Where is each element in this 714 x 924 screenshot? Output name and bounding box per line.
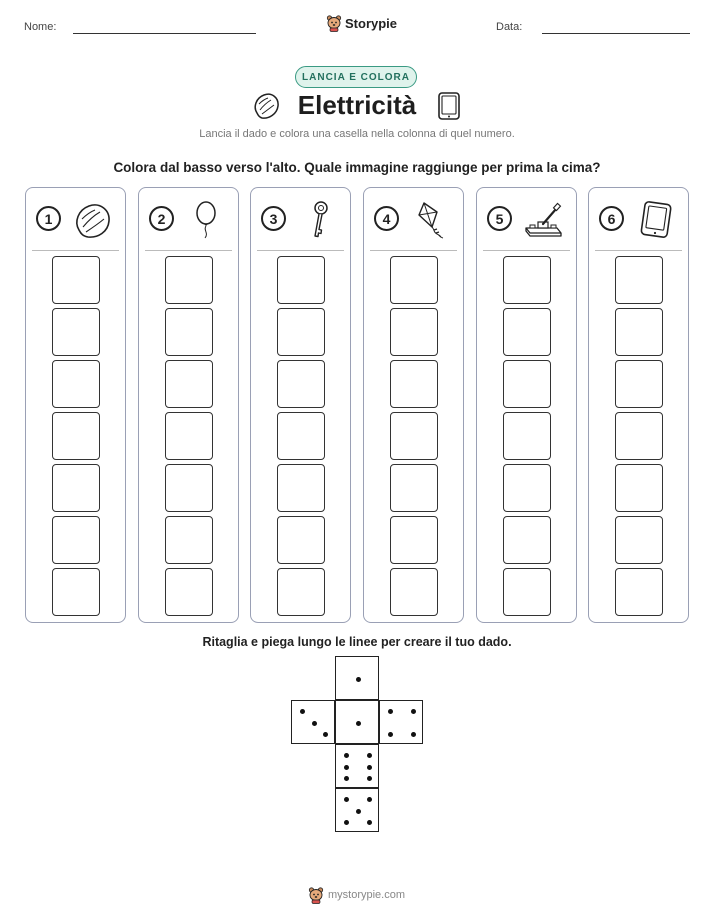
die-pip — [367, 797, 372, 802]
color-cell[interactable] — [277, 568, 325, 616]
color-cell[interactable] — [165, 360, 213, 408]
color-cell[interactable] — [503, 360, 551, 408]
rock-icon — [72, 200, 114, 240]
die-pip — [388, 732, 393, 737]
die-pip — [344, 753, 349, 758]
column-2 — [138, 187, 239, 623]
color-cell[interactable] — [277, 360, 325, 408]
die-pip — [367, 820, 372, 825]
die-face — [335, 700, 379, 744]
instruction: Colora dal basso verso l'alto. Quale immagine raggiunge per prima la cima? — [113, 160, 601, 175]
die-face — [335, 788, 379, 832]
column-1 — [25, 187, 126, 623]
color-cell[interactable] — [615, 412, 663, 460]
cut-instruction: Ritaglia e piega lungo le linee per creare il tuo dado. — [202, 635, 512, 649]
color-cell[interactable] — [503, 568, 551, 616]
brand-logo — [326, 12, 397, 34]
color-cell[interactable] — [52, 360, 100, 408]
date-field-line[interactable] — [542, 33, 690, 34]
color-cell[interactable] — [277, 516, 325, 564]
color-cell[interactable] — [615, 464, 663, 512]
column-divider — [32, 250, 119, 251]
color-cell[interactable] — [277, 308, 325, 356]
color-cell[interactable] — [165, 516, 213, 564]
column-divider — [257, 250, 344, 251]
color-cell[interactable] — [615, 256, 663, 304]
color-cell[interactable] — [52, 308, 100, 356]
name-field-line[interactable] — [73, 33, 256, 34]
die-face — [335, 744, 379, 788]
column-number: 3 — [261, 206, 286, 231]
die-face — [291, 700, 335, 744]
color-cell[interactable] — [615, 516, 663, 564]
color-cell[interactable] — [165, 308, 213, 356]
die-pip — [367, 765, 372, 770]
color-cell[interactable] — [503, 308, 551, 356]
die-pip — [344, 797, 349, 802]
die-pip — [344, 765, 349, 770]
die-pip — [411, 732, 416, 737]
die-pip — [356, 809, 361, 814]
column-number: 6 — [599, 206, 624, 231]
die-pip — [344, 776, 349, 781]
color-cell[interactable] — [52, 256, 100, 304]
subtitle: Lancia il dado e colora una casella nella colonna di quel numero. — [199, 128, 515, 140]
kite-icon — [410, 200, 452, 240]
color-cell[interactable] — [277, 256, 325, 304]
color-cell[interactable] — [390, 516, 438, 564]
color-cell[interactable] — [503, 516, 551, 564]
color-cell[interactable] — [390, 412, 438, 460]
column-number: 5 — [487, 206, 512, 231]
die-face — [379, 700, 423, 744]
color-cell[interactable] — [390, 308, 438, 356]
color-cell[interactable] — [52, 516, 100, 564]
die-pip — [356, 677, 361, 682]
color-cell[interactable] — [52, 568, 100, 616]
footer — [308, 884, 405, 906]
column-divider — [595, 250, 682, 251]
color-cell[interactable] — [165, 256, 213, 304]
mascot-icon — [308, 886, 324, 904]
column-3 — [250, 187, 351, 623]
column-number: 2 — [149, 206, 174, 231]
activity-badge: LANCIA E COLORA — [295, 66, 417, 88]
color-cell[interactable] — [165, 464, 213, 512]
color-cell[interactable] — [390, 360, 438, 408]
die-face — [335, 656, 379, 700]
switch-icon — [523, 200, 565, 240]
color-cell[interactable] — [503, 412, 551, 460]
die-pip — [388, 709, 393, 714]
die-pip — [344, 820, 349, 825]
name-label: Nome: — [24, 21, 57, 33]
brand-name: Storypie — [345, 15, 398, 31]
column-number: 1 — [36, 206, 61, 231]
color-cell[interactable] — [615, 308, 663, 356]
column-4 — [363, 187, 464, 623]
die-pip — [300, 709, 305, 714]
key-icon — [297, 200, 339, 240]
color-cell[interactable] — [277, 412, 325, 460]
die-pip — [323, 732, 328, 737]
column-divider — [145, 250, 232, 251]
column-5 — [476, 187, 577, 623]
color-cell[interactable] — [615, 568, 663, 616]
tablet-icon — [436, 91, 462, 121]
color-cell[interactable] — [503, 464, 551, 512]
page-title: Elettricità — [297, 90, 417, 120]
color-cell[interactable] — [52, 464, 100, 512]
column-divider — [370, 250, 457, 251]
mascot-icon — [326, 14, 342, 32]
die-pip — [411, 709, 416, 714]
die-pip — [367, 776, 372, 781]
color-cell[interactable] — [277, 464, 325, 512]
color-cell[interactable] — [615, 360, 663, 408]
color-cell[interactable] — [390, 464, 438, 512]
color-cell[interactable] — [52, 412, 100, 460]
color-cell[interactable] — [165, 412, 213, 460]
footer-url: mystorypie.com — [328, 889, 406, 901]
color-cell[interactable] — [390, 568, 438, 616]
die-pip — [356, 721, 361, 726]
date-label: Data: — [496, 21, 523, 33]
column-number: 4 — [374, 206, 399, 231]
color-cell[interactable] — [165, 568, 213, 616]
column-divider — [483, 250, 570, 251]
color-cell[interactable] — [503, 256, 551, 304]
tablet-icon — [635, 200, 677, 240]
die-pip — [367, 753, 372, 758]
balloon-icon — [185, 200, 227, 240]
column-6 — [588, 187, 689, 623]
die-pip — [312, 721, 317, 726]
color-cell[interactable] — [390, 256, 438, 304]
